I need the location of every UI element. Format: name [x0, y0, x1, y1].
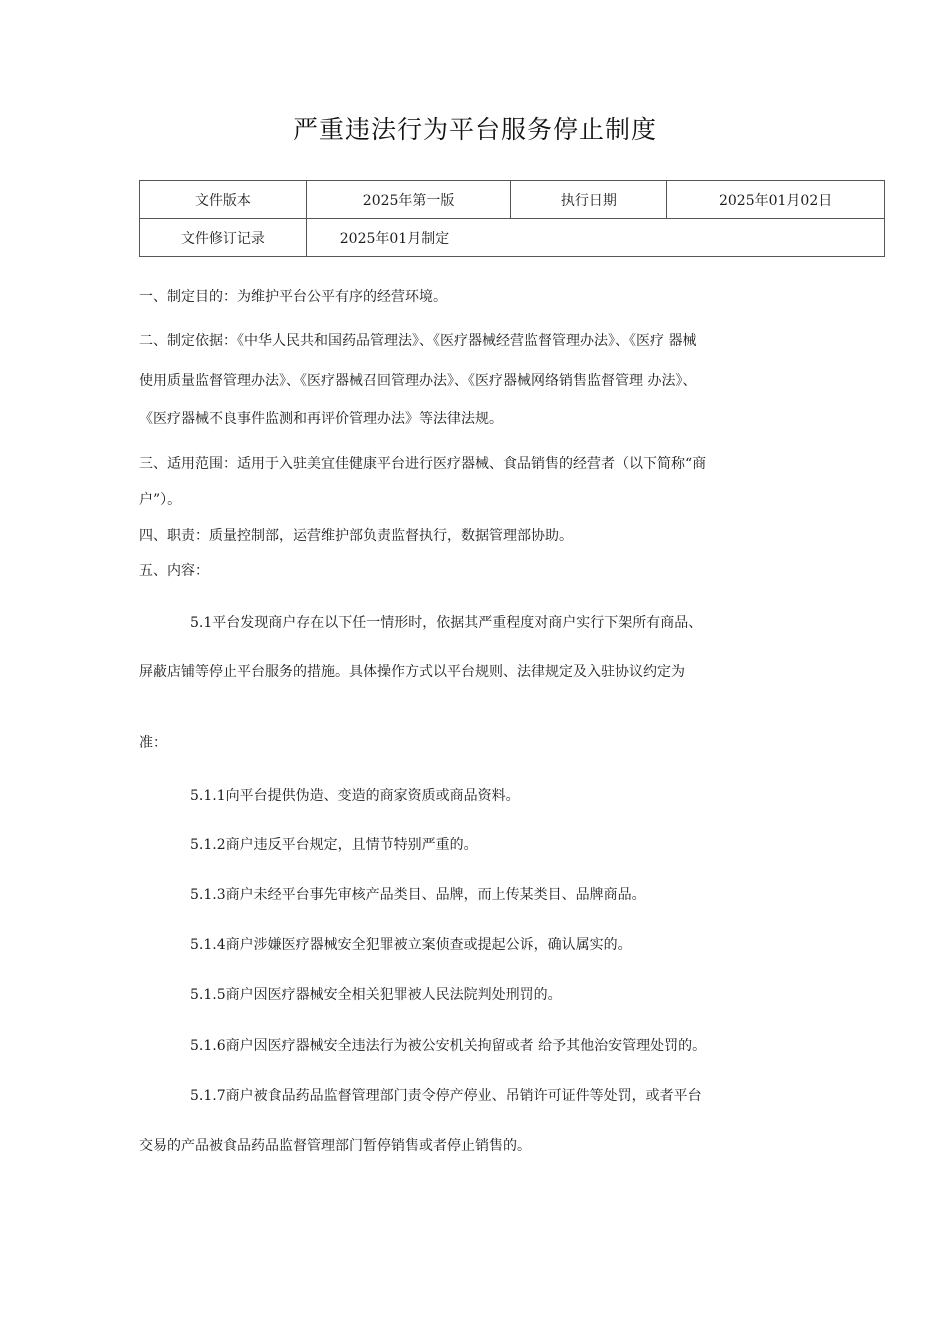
document-info-table — [139, 180, 885, 257]
clause-5-1-2: 5.1.2商户违反平台规定，且情节特别严重的。 — [190, 837, 478, 853]
clause-5-1-line1: 5.1平台发现商户存在以下任一情形时，依据其严重程度对商户实行下架所有商品、 — [190, 615, 703, 631]
page-title: 严重违法行为平台服务停止制度 — [292, 115, 657, 144]
scope-text-line2: 户”）。 — [139, 492, 182, 508]
clause-5-1-4: 5.1.4商户涉嫌医疗器械安全犯罪被立案侦查或提起公诉，确认属实的。 — [190, 937, 632, 953]
duties-text: 四、职责：质量控制部，运营维护部负责监督执行，数据管理部协助。 — [139, 528, 573, 544]
exec-date-value: 2025年01月02日 — [667, 181, 885, 219]
content-heading: 五、内容： — [139, 563, 209, 579]
table-row — [140, 181, 885, 219]
clause-5-1-1: 5.1.1向平台提供伪造、变造的商家资质或商品资料。 — [190, 788, 520, 804]
clause-5-1-line3: 准： — [139, 735, 167, 751]
exec-date-label: 执行日期 — [511, 181, 667, 219]
revision-label: 文件修订记录 — [140, 219, 307, 257]
revision-value: 2025年01月制定 — [306, 219, 884, 257]
clause-5-1-3: 5.1.3商户未经平台事先审核产品类目、品牌，而上传某类目、品牌商品。 — [190, 887, 646, 903]
scope-text-line1: 三、适用范围：适用于入驻美宜佳健康平台进行医疗器械、食品销售的经营者（以下简称“商 — [139, 456, 707, 472]
basis-text-line3: 《医疗器械不良事件监测和再评价管理办法》等法律法规。 — [139, 411, 503, 427]
basis-text-line2: 使用质量监督管理办法》、《医疗器械召回管理办法》、《医疗器械网络销售监督管理 办法》、 — [139, 373, 697, 389]
clause-5-1-7-line1: 5.1.7商户被食品药品监督管理部门责令停产停业、吊销许可证件等处罚，或者平台 — [190, 1088, 702, 1104]
clause-5-1-7-line2: 交易的产品被食品药品监督管理部门暂停销售或者停止销售的。 — [139, 1138, 531, 1154]
version-label: 文件版本 — [140, 181, 307, 219]
purpose-text: 一、制定目的：为维护平台公平有序的经营环境。 — [139, 289, 447, 305]
clause-5-1-line2: 屏蔽店铺等停止平台服务的措施。具体操作方式以平台规则、法律规定及入驻协议约定为 — [139, 664, 685, 680]
table-row — [140, 219, 885, 257]
version-value: 2025年第一版 — [306, 181, 511, 219]
basis-text-line1: 二、制定依据：《中华人民共和国药品管理法》、《医疗器械经营监督管理办法》、《医疗 器械 — [139, 333, 697, 349]
clause-5-1-5: 5.1.5商户因医疗器械安全相关犯罪被人民法院判处刑罚的。 — [190, 987, 562, 1003]
clause-5-1-6: 5.1.6商户因医疗器械安全违法行为被公安机关拘留或者 给予其他治安管理处罚的。 — [190, 1038, 707, 1054]
